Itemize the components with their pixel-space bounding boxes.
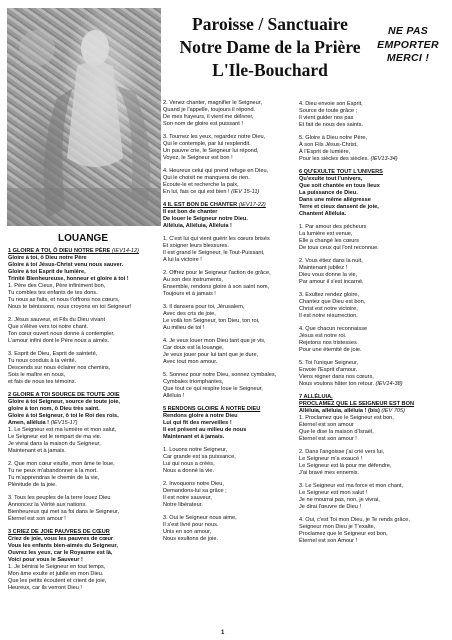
- song-6-heading: 6 QU'EXULTE TOUT L'UNIVERS: [299, 169, 383, 175]
- song-2-heading: 2 GLOIRE A TOI SOURCE DE TOUTE JOIE: [8, 392, 120, 398]
- song-5-heading: 5 RENDONS GLOIRE À NOTRE DIEU: [163, 406, 261, 412]
- song-1-stanza-3: 3. Esprit de Dieu, Esprit de sainteté, Tu nous conduis à la vérité. Descends sur nous éclairer nos chemins, Sois le maître en nous, et fais de nous tes témoins.: [8, 351, 111, 385]
- song-4-stanza-5: 5. Sonnez pour notre Dieu, sonnez cymbales, Cymbales triomphantes, Que tout ce qui respire loue le Seigneur, Alléluia !: [163, 372, 277, 399]
- song-2-stanza-1: 1. Le Seigneur est ma lumière et mon salut, Le Seigneur est le rempart de ma vie. Je vivrai dans la maison du Seigneur, Maintenant et à jamais.: [8, 427, 117, 454]
- song-6-stanza-5: 5. Toi l'unique Seigneur, Envoie l'Esprit d'amour. Viens régner dans nos cœurs, Nous voulons hâter ton retour. (IEV14-38): [299, 360, 403, 387]
- page-title: [170, 13, 370, 82]
- title-line-1: Paroisse / Sanctuaire: [192, 14, 348, 34]
- song-7-heading-1: 7 ALLÉLUIA,: [299, 394, 333, 400]
- song-2-stanza-2: 2. Que mon cœur exulte, mon âme te loue, Tu ne peux m'abandonner à la mort. Tu m'apprendras le chemin de la vie, Plénitude de la joie.: [8, 461, 115, 488]
- section-title: LOUANGE: [58, 233, 108, 244]
- song-6-stanza-3: 3. Exultez rendez gloire, Chantez que Dieu est bon, Christ est notre victoire, Il est notre résurrection.: [299, 292, 366, 319]
- song-6-refrain: Qu'exulte tout l'univers, Que soit chantée en tous lieux La puissance de Dieu. Dans une même allégresse Terre et cieux dansent de joie, Chantent Alléluia.: [299, 176, 380, 217]
- song-1-heading: 1 GLOIRE A TOI, Ô DIEU NOTRE PÈRE (IEV14-12): [8, 248, 139, 254]
- song-7-heading-2: PROCLAMEZ QUE LE SEIGNEUR EST BON: [299, 401, 414, 407]
- column-1: [8, 248, 158, 598]
- virgin-statue-photo: [7, 8, 161, 226]
- song-1-stanza-1: 1. Père des Cieux, Père infiniment bon, Tu combles tes enfants de tes dons. Tu nous as faits, et nous t'offrons nos cœurs, Nous te bénissons, nous croyons en toi Seigneur!: [8, 283, 132, 310]
- song-4-stanza-1: 1. C'est lui qui vient guérir les cœurs brisés Et soigner leurs blessures. Il est grand le Seigneur, le Tout-Puissant, A lui la victoire !: [163, 236, 270, 263]
- song-5-refrain: Rendons gloire à notre Dieu Lui qui fit des merveilles ! Il est présent au milieu de nous Maintenant et à jamais.: [163, 413, 247, 440]
- song-3-stanza-3: 3. Tournez les yeux, regardez notre Dieu, Qui le contemple, par lui resplendit. Un pauvre crie, le Seigneur lui répond, Voyez, le Seigneur est bon !: [163, 134, 266, 161]
- song-3-stanza-2: 2. Venez chanter, magnifier le Seigneur, Quand je l'appelle, toujours il répond. De mes frayeurs, il vient me délivrer, Son nom de gloire est puissant !: [163, 100, 262, 127]
- title-line-3: L'Ile-Bouchard: [212, 60, 328, 80]
- column-2: [163, 100, 291, 549]
- statue-silhouette: [7, 8, 161, 226]
- column-3: [299, 101, 445, 551]
- song-6-stanza-4: 4. Que chacun reconnaisse Jésus est notre roi. Rejetons nos tristesses Pour une éternité de joie.: [299, 326, 368, 353]
- title-line-2: Notre Dame de la Prière: [179, 37, 361, 57]
- song-7-stanza-3: 3. Le Seigneur est ma force et mon chant, Le Seigneur est mon salut ! Je ne mourrai pas, non, je vivrai, Je dirai l'œuvre de Dieu !: [299, 483, 404, 510]
- note-line-3: MERCI !: [386, 52, 430, 64]
- note-line-1: NE PAS: [387, 25, 429, 37]
- song-6-stanza-1: 1. Par amour des pécheurs La lumière est venue, Elle a changé les cœurs De tous ceux qui l'ont reconnue.: [299, 224, 379, 251]
- song-5-stanza-2: 2. Invoquons notre Dieu, Demandons-lui sa grâce ; Il est notre sauveur, Notre libérateur.: [163, 481, 227, 508]
- note-line-2: EMPORTER: [377, 38, 439, 51]
- song-7-stanza-2: 2. Dans l'angoisse j'ai crié vers lui, Le Seigneur m'a exaucé ! Le Seigneur est là pour me défendre, J'ai bravé mes ennemis.: [299, 449, 392, 476]
- song-5-stanza-5: 5. Gloire à Dieu notre Père, À son Fils Jésus-Christ, À l'Esprit de lumière, Pour les siècles des siècles. (IEV13-34): [299, 135, 398, 162]
- song-4-heading: 4 IL EST BON DE CHANTER (IEV17-22): [163, 202, 266, 208]
- song-2-refrain: Gloire à toi Seigneur, source de toute joie, gloire à ton nom, ô Dieu très saint. Gloire à toi Seigneur, ô toi le Roi des rois, Amen, alléluia ! (IEV15-17): [8, 399, 120, 426]
- song-1-stanza-2: 2. Jésus sauveur, et Fils du Dieu vivant Que s'élève vers toi notre chant. Ton cœur ouvert nous donne à contempler, L'amour infini dont le Père nous a aimés.: [8, 317, 115, 344]
- song-4-stanza-3: 3. Il dansera pour toi, Jérusalem, Avec des cris de joie, Le voilà ton Seigneur, ton Dieu, ton roi, Au milieu de toi !: [163, 304, 260, 331]
- page-number: 1: [221, 630, 225, 636]
- song-5-stanza-4: 4. Dieu envoie son Esprit, Source de toute grâce ; Il vient guider nos pas Et fait de nous des saints.: [299, 101, 364, 128]
- song-7-stanza-4: 4. Oui, c'est Toi mon Dieu, je Te rends grâce, Seigneur mon Dieu je T'exalte, Proclamez que le Seigneur est bon, Éternel est son Amour !: [299, 517, 410, 544]
- song-1-refrain: Gloire à toi, ô Dieu notre Père Gloire à toi Jésus-Christ venu nous sauver. Gloire à toi Esprit de lumière, Trinité Bienheureuse, honneur et gloire à toi !: [8, 255, 129, 282]
- song-2-stanza-3: 3. Tous les peuples de la terre louez Dieu Annoncez la Vérité aux nations. Bienheureux qui met sa foi dans le Seigneur, Éternel est son amour !: [8, 495, 120, 522]
- song-4-stanza-4: 4. Je veux louer mon Dieu tant que je vis, Car doux est la louange, Je veux jouer pour lui tant que je dure, Avec tout mon amour.: [163, 338, 266, 365]
- song-7-stanza-1: 1. Proclamez que le Seigneur est bon, Éternel est son amour Que le dise la maison d'Israël, Éternel est son amour !: [299, 415, 394, 442]
- song-4-refrain: Il est bon de chanter De louer le Seigneur notre Dieu. Alléluia, Alléluia, Alléluia !: [163, 209, 248, 229]
- song-3-stanza-1: 1. Je bénirai le Seigneur en tout temps, Mon âme exulte et jubile en mon Dieu. Que les petits écoutent et crient de joie, Heureux, car ils verront Dieu !: [8, 564, 107, 591]
- song-3-refrain: Criez de joie, vous les pauvres de cœur Vous les enfants bien-aimés du Seigneur, Ouvrez les yeux, car le Royaume est là, Voici pour vous le Sauveur !: [8, 536, 118, 563]
- song-6-stanza-2: 2. Vous étiez dans la nuit, Maintenant jubilez ! Dieu vous donne la vie, Par amour il s'est incarné.: [299, 258, 364, 285]
- song-7-refrain: Alléluia, alléluia, alléluia ! (bis) (IEV 705): [299, 408, 406, 414]
- song-3-heading: 3 CRIEZ DE JOIE PAUVRES DE CŒUR: [8, 529, 110, 535]
- do-not-take-note: [369, 25, 447, 66]
- song-5-stanza-3: 3. Oui le Seigneur nous aime, Il s'est livré pour nous. Unis en son amour, Nous exultons de joie.: [163, 515, 237, 542]
- song-4-stanza-2: 2. Offrez pour le Seigneur l'action de grâce, Au son des instruments, Ensemble, rendons gloire à son saint nom, Toujours et à jamais !: [163, 270, 271, 297]
- song-3-stanza-4: 4. Heureux celui qui prend refuge en Dieu, Qui le choisit ne manquera de rien. Écoute-le et recherche la paix, En lui, fais ce qui est bien ! (IEV 15-11): [163, 168, 269, 195]
- song-5-stanza-1: 1. Louons notre Seigneur, Car grande est sa puissance, Lui qui nous a créés, Nous a donné la vie.: [163, 447, 236, 474]
